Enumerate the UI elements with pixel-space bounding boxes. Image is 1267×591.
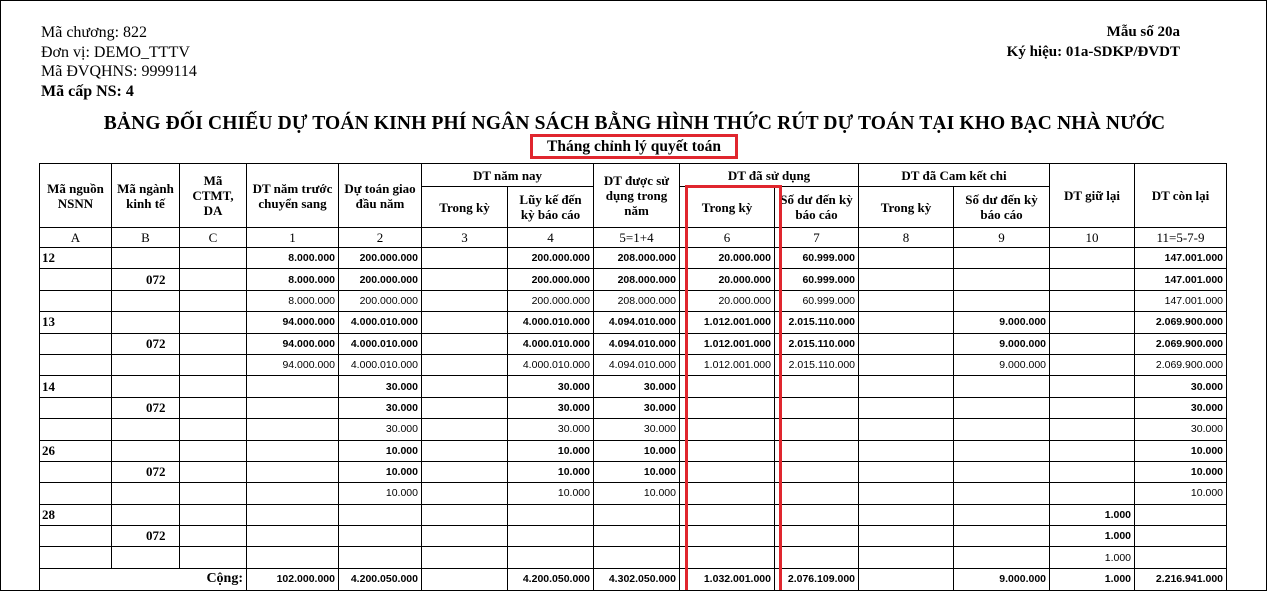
table-cell (180, 397, 247, 418)
col-retained: DT giữ lại (1050, 164, 1135, 228)
col-prev-year: DT năm trước chuyển sang (247, 164, 339, 228)
total-cell: 9.000.000 (954, 568, 1050, 590)
col-usable: DT được sử dụng trong năm (594, 164, 680, 228)
form-number: Mẫu số 20a (1106, 24, 1180, 40)
table-cell (680, 461, 775, 482)
table-cell: 30.000 (339, 376, 422, 397)
table-cell: 10.000 (339, 461, 422, 482)
table-row (40, 290, 1227, 311)
table-cell (954, 269, 1050, 290)
table-cell (859, 397, 954, 418)
table-cell (247, 526, 339, 547)
table-cell: 4.000.010.000 (339, 312, 422, 333)
table-cell (247, 483, 339, 504)
table-cell (339, 526, 422, 547)
table-row (40, 504, 1227, 525)
col-initial-estimate: Dự toán giao đầu năm (339, 164, 422, 228)
table-cell (954, 504, 1050, 525)
col-program-code: Mã CTMT, DA (180, 164, 247, 228)
table-cell (954, 290, 1050, 311)
table-cell (775, 440, 859, 461)
table-cell (775, 547, 859, 568)
table-cell (1050, 354, 1135, 375)
table-cell (859, 526, 954, 547)
table-cell (422, 547, 508, 568)
table-cell: 10.000 (508, 483, 594, 504)
table-cell: 4.094.010.000 (594, 354, 680, 375)
index-cell: 3 (422, 228, 508, 248)
table-cell (1135, 504, 1227, 525)
table-cell (180, 333, 247, 354)
index-cell: 5=1+4 (594, 228, 680, 248)
table-cell (508, 547, 594, 568)
table-cell (339, 547, 422, 568)
table-row (40, 397, 1227, 418)
table-cell: 26 (40, 440, 112, 461)
table-row (40, 526, 1227, 547)
table-cell (422, 354, 508, 375)
table-cell (422, 440, 508, 461)
table-cell: 10.000 (1135, 461, 1227, 482)
table-cell: 10.000 (339, 440, 422, 461)
table-cell: 200.000.000 (339, 269, 422, 290)
table-cell: 20.000.000 (680, 269, 775, 290)
total-cell: 4.200.050.000 (508, 568, 594, 590)
table-cell: 1.012.001.000 (680, 312, 775, 333)
column-index-row (40, 228, 1227, 248)
table-cell (859, 248, 954, 269)
table-cell (180, 290, 247, 311)
table-cell (40, 397, 112, 418)
index-cell: 1 (247, 228, 339, 248)
table-cell (40, 269, 112, 290)
table-cell (1050, 290, 1135, 311)
table-cell (422, 333, 508, 354)
table-cell (775, 526, 859, 547)
table-cell (1050, 483, 1135, 504)
table-cell: 200.000.000 (508, 269, 594, 290)
table-cell (112, 547, 180, 568)
table-cell (680, 440, 775, 461)
table-cell (422, 461, 508, 482)
table-cell (180, 248, 247, 269)
unit-name: Đơn vị: DEMO_TTTV (41, 43, 190, 61)
table-cell (954, 483, 1050, 504)
table-cell: 9.000.000 (954, 312, 1050, 333)
table-cell (954, 547, 1050, 568)
table-cell (859, 354, 954, 375)
table-cell (339, 504, 422, 525)
table-cell: 13 (40, 312, 112, 333)
table-cell: 2.069.900.000 (1135, 333, 1227, 354)
table-cell: 20.000.000 (680, 290, 775, 311)
reconciliation-table (39, 163, 1227, 591)
table-cell: 4.000.010.000 (508, 354, 594, 375)
table-cell (180, 376, 247, 397)
table-cell: 200.000.000 (339, 290, 422, 311)
table-cell (859, 376, 954, 397)
table-cell (180, 440, 247, 461)
table-cell: 4.000.010.000 (508, 312, 594, 333)
table-cell: 10.000 (339, 483, 422, 504)
table-cell (1135, 547, 1227, 568)
table-cell: 4.000.010.000 (339, 333, 422, 354)
table-cell: 4.000.010.000 (339, 354, 422, 375)
report-subtitle-highlighted: Tháng chỉnh lý quyết toán (530, 134, 738, 159)
table-cell: 4.094.010.000 (594, 333, 680, 354)
table-cell: 30.000 (1135, 419, 1227, 440)
total-cell: 2.216.941.000 (1135, 568, 1227, 590)
index-cell: 6 (680, 228, 775, 248)
table-cell (954, 376, 1050, 397)
table-cell (40, 333, 112, 354)
table-cell (775, 504, 859, 525)
table-cell: 072 (112, 461, 180, 482)
table-cell (859, 547, 954, 568)
table-cell (508, 504, 594, 525)
table-cell: 28 (40, 504, 112, 525)
table-cell: 1.000 (1050, 504, 1135, 525)
table-cell (859, 312, 954, 333)
table-cell (1050, 333, 1135, 354)
index-cell: 10 (1050, 228, 1135, 248)
table-cell (775, 483, 859, 504)
table-row (40, 461, 1227, 482)
table-cell (1050, 419, 1135, 440)
total-cell: 102.000.000 (247, 568, 339, 590)
table-cell (180, 354, 247, 375)
table-cell (112, 354, 180, 375)
table-cell (422, 376, 508, 397)
budget-level: Mã cấp NS: 4 (41, 82, 134, 100)
table-cell: 30.000 (339, 397, 422, 418)
col-remaining: DT còn lại (1135, 164, 1227, 228)
table-cell (954, 248, 1050, 269)
table-cell (112, 376, 180, 397)
col-commit-period: Trong kỳ (859, 187, 954, 228)
table-cell (859, 461, 954, 482)
table-cell: 200.000.000 (339, 248, 422, 269)
table-row (40, 440, 1227, 461)
table-row (40, 269, 1227, 290)
form-symbol: Ký hiệu: 01a-SDKP/ĐVDT (1006, 43, 1180, 60)
table-cell (112, 440, 180, 461)
table-cell: 208.000.000 (594, 269, 680, 290)
col-source-code: Mã nguồn NSNN (40, 164, 112, 228)
index-cell: C (180, 228, 247, 248)
table-cell (180, 526, 247, 547)
table-cell: 10.000 (1135, 440, 1227, 461)
col-used-period: Trong kỳ (680, 187, 775, 228)
table-cell: 2.069.900.000 (1135, 312, 1227, 333)
group-committed: DT đã Cam kết chi (859, 164, 1050, 187)
table-cell: 10.000 (594, 461, 680, 482)
table-cell (954, 397, 1050, 418)
table-cell (680, 504, 775, 525)
table-cell: 200.000.000 (508, 290, 594, 311)
table-cell (422, 483, 508, 504)
table-cell: 10.000 (594, 440, 680, 461)
table-cell: 072 (112, 333, 180, 354)
table-cell: 200.000.000 (508, 248, 594, 269)
table-row (40, 483, 1227, 504)
index-cell: 4 (508, 228, 594, 248)
table-row (40, 333, 1227, 354)
table-cell: 147.001.000 (1135, 269, 1227, 290)
table-row (40, 248, 1227, 269)
index-cell: A (40, 228, 112, 248)
table-cell: 072 (112, 397, 180, 418)
table-cell: 4.094.010.000 (594, 312, 680, 333)
report-title: BẢNG ĐỐI CHIẾU DỰ TOÁN KINH PHÍ NGÂN SÁCH BẰNG HÌNH THỨC RÚT DỰ TOÁN TẠI KHO BẠC NHÀ NƯỚC (103, 113, 1166, 134)
table-cell: 1.012.001.000 (680, 333, 775, 354)
table-cell: 30.000 (508, 419, 594, 440)
table-cell: 147.001.000 (1135, 248, 1227, 269)
table-cell (180, 547, 247, 568)
table-cell: 8.000.000 (247, 290, 339, 311)
table-cell (680, 419, 775, 440)
table-row (40, 354, 1227, 375)
table-cell (112, 419, 180, 440)
table-cell: 30.000 (508, 397, 594, 418)
table-cell (859, 483, 954, 504)
table-cell: 10.000 (508, 461, 594, 482)
table-row (40, 312, 1227, 333)
index-cell: 2 (339, 228, 422, 248)
index-cell: 9 (954, 228, 1050, 248)
table-cell: 4.000.010.000 (508, 333, 594, 354)
table-cell (112, 290, 180, 311)
table-cell (1050, 461, 1135, 482)
total-row (40, 568, 1227, 590)
table-cell: 1.000 (1050, 526, 1135, 547)
table-cell (775, 397, 859, 418)
header-left (41, 23, 197, 101)
table-cell (422, 269, 508, 290)
total-cell: 1.032.001.000 (680, 568, 775, 590)
table-cell (775, 419, 859, 440)
table-cell (40, 547, 112, 568)
table-cell (954, 461, 1050, 482)
table-cell: 1.000 (1050, 547, 1135, 568)
total-label: Cộng: (40, 568, 247, 590)
table-cell: 2.015.110.000 (775, 354, 859, 375)
table-cell: 30.000 (594, 397, 680, 418)
table-cell (594, 547, 680, 568)
table-cell: 60.999.000 (775, 269, 859, 290)
total-cell (422, 568, 508, 590)
col-econ-code: Mã ngành kinh tế (112, 164, 180, 228)
table-cell (422, 526, 508, 547)
chapter-code: Mã chương: 822 (41, 24, 148, 41)
table-cell: 10.000 (1135, 483, 1227, 504)
col-current-cumulative: Lũy kế đến kỳ báo cáo (508, 187, 594, 228)
total-cell (859, 568, 954, 590)
table-cell (112, 504, 180, 525)
table-cell (247, 504, 339, 525)
table-cell: 94.000.000 (247, 333, 339, 354)
table-cell: 10.000 (594, 483, 680, 504)
table-cell (112, 248, 180, 269)
table-cell (180, 269, 247, 290)
table-cell: 30.000 (1135, 397, 1227, 418)
table-cell (247, 461, 339, 482)
table-cell: 147.001.000 (1135, 290, 1227, 311)
table-cell: 12 (40, 248, 112, 269)
table-cell (247, 376, 339, 397)
table-cell (422, 419, 508, 440)
table-cell (1050, 269, 1135, 290)
table-cell (680, 483, 775, 504)
table-cell (422, 312, 508, 333)
table-cell (680, 547, 775, 568)
table-cell (180, 312, 247, 333)
table-cell: 30.000 (594, 419, 680, 440)
table-cell (180, 461, 247, 482)
table-cell: 072 (112, 269, 180, 290)
table-cell (247, 440, 339, 461)
table-cell: 8.000.000 (247, 248, 339, 269)
table-cell (859, 419, 954, 440)
table-body (40, 248, 1227, 569)
table-cell (954, 526, 1050, 547)
table-cell (680, 526, 775, 547)
table-cell: 208.000.000 (594, 248, 680, 269)
index-cell: 8 (859, 228, 954, 248)
table-cell (1135, 526, 1227, 547)
table-cell (112, 312, 180, 333)
col-commit-balance: Số dư đến kỳ báo cáo (954, 187, 1050, 228)
unit-code: Mã ĐVQHNS: 9999114 (41, 63, 197, 80)
table-cell (112, 483, 180, 504)
table-row (40, 547, 1227, 568)
table-cell: 2.015.110.000 (775, 312, 859, 333)
table-row (40, 376, 1227, 397)
table-cell: 072 (112, 526, 180, 547)
index-cell: 7 (775, 228, 859, 248)
table-cell (954, 440, 1050, 461)
table-cell (680, 376, 775, 397)
table-cell: 60.999.000 (775, 290, 859, 311)
table-cell (1050, 440, 1135, 461)
table-cell (422, 290, 508, 311)
table-cell (422, 248, 508, 269)
table-cell (180, 483, 247, 504)
table-cell (40, 526, 112, 547)
table-cell: 30.000 (508, 376, 594, 397)
table-cell (859, 269, 954, 290)
table-cell (594, 526, 680, 547)
group-used: DT đã sử dụng (680, 164, 859, 187)
table-cell: 30.000 (594, 376, 680, 397)
group-current-year: DT năm nay (422, 164, 594, 187)
table-cell (1050, 376, 1135, 397)
table-cell (422, 397, 508, 418)
table-cell (1050, 397, 1135, 418)
table-cell (180, 504, 247, 525)
index-cell: 11=5-7-9 (1135, 228, 1227, 248)
table-cell (40, 483, 112, 504)
table-cell (180, 419, 247, 440)
table-cell (247, 547, 339, 568)
table-cell: 8.000.000 (247, 269, 339, 290)
table-cell (508, 526, 594, 547)
table-cell (859, 504, 954, 525)
total-cell: 2.076.109.000 (775, 568, 859, 590)
table-row (40, 419, 1227, 440)
table-cell (422, 504, 508, 525)
table-cell: 14 (40, 376, 112, 397)
table-cell (40, 290, 112, 311)
table-cell: 10.000 (508, 440, 594, 461)
table-cell: 2.015.110.000 (775, 333, 859, 354)
table-cell (954, 419, 1050, 440)
table-cell: 1.012.001.000 (680, 354, 775, 375)
col-current-period: Trong kỳ (422, 187, 508, 228)
table-cell (859, 290, 954, 311)
table-cell: 60.999.000 (775, 248, 859, 269)
table-cell (1050, 248, 1135, 269)
table-cell: 30.000 (1135, 376, 1227, 397)
table-cell (859, 440, 954, 461)
table-cell (247, 419, 339, 440)
table-cell: 208.000.000 (594, 290, 680, 311)
table-cell: 9.000.000 (954, 354, 1050, 375)
table-cell (247, 397, 339, 418)
total-cell: 4.302.050.000 (594, 568, 680, 590)
table-cell (40, 419, 112, 440)
header-right (1007, 23, 1180, 62)
table-cell (40, 461, 112, 482)
table-cell (775, 461, 859, 482)
index-cell: B (112, 228, 180, 248)
table-cell: 2.069.900.000 (1135, 354, 1227, 375)
table-cell (594, 504, 680, 525)
table-cell (859, 333, 954, 354)
table-cell: 9.000.000 (954, 333, 1050, 354)
total-cell: 4.200.050.000 (339, 568, 422, 590)
table-cell (680, 397, 775, 418)
table-cell (40, 354, 112, 375)
total-cell: 1.000 (1050, 568, 1135, 590)
table-cell (775, 376, 859, 397)
table-cell: 30.000 (339, 419, 422, 440)
table-cell: 20.000.000 (680, 248, 775, 269)
table-cell: 94.000.000 (247, 312, 339, 333)
table-cell (1050, 312, 1135, 333)
col-used-balance: Số dư đến kỳ báo cáo (775, 187, 859, 228)
table-cell: 94.000.000 (247, 354, 339, 375)
